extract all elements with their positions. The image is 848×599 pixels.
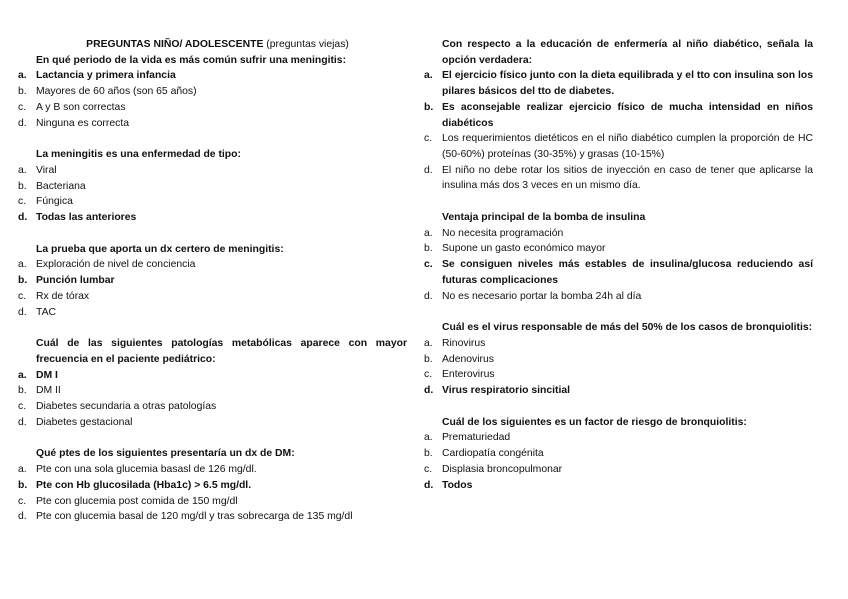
answer-option (424, 352, 813, 368)
option-text: Pte con Hb glucosilada (Hba1c) > 6.5 mg/dl. (36, 479, 252, 491)
option-letter: d. (18, 511, 27, 523)
option-letter: d. (18, 117, 27, 129)
option-text: Displasia broncopulmonar (442, 463, 563, 475)
question-block (424, 37, 813, 194)
option-letter: d. (424, 385, 434, 397)
answer-option (424, 367, 813, 383)
option-letter: b. (424, 243, 433, 255)
answer-option (18, 194, 407, 210)
answer-option (18, 478, 407, 494)
option-text: Es aconsejable realizar ejercicio físico de mucha intensidad en niños diabéticos (442, 101, 813, 129)
question-stem: Ventaja principal de la bomba de insulina (442, 212, 646, 224)
option-letter: a. (424, 227, 433, 239)
left-question-list (18, 53, 407, 525)
option-letter: a. (424, 432, 433, 444)
title-note: (preguntas viejas) (266, 39, 349, 50)
answer-option (424, 462, 813, 478)
answer-option (424, 241, 813, 257)
left-column (18, 37, 407, 525)
option-text: Pte con una sola glucemia basasl de 126 mg/dl. (36, 464, 257, 476)
question-stem: La meningitis es una enfermedad de tipo: (36, 149, 241, 161)
answer-option (18, 163, 407, 179)
option-text: Virus respiratorio sincitial (442, 385, 571, 397)
answer-option (424, 478, 813, 494)
option-letter: d. (424, 479, 434, 491)
question-block (424, 320, 813, 399)
option-letter: a. (18, 259, 27, 271)
title-main: PREGUNTAS NIÑO/ ADOLESCENTE (86, 39, 264, 50)
answer-option (424, 257, 813, 288)
option-text: A y B son correctas (36, 101, 126, 113)
question-block (424, 415, 813, 494)
option-text: Diabetes gestacional (36, 416, 133, 428)
question-block (18, 53, 407, 132)
option-letter: a. (18, 369, 27, 381)
answer-option (18, 100, 407, 116)
option-text: Ninguna es correcta (36, 117, 129, 129)
question-block (18, 242, 407, 321)
option-text: Enterovirus (442, 369, 495, 381)
option-text: Bacteriana (36, 180, 86, 192)
option-letter: b. (424, 353, 433, 365)
option-text: El niño no debe rotar los sitios de inyección en caso de tener que aplicarse la insulina más dos 3 veces en un mismo día. (442, 164, 813, 192)
option-text: TAC (36, 306, 57, 318)
option-text: Prematuriedad (442, 432, 511, 444)
question-block (18, 336, 407, 430)
option-letter: b. (424, 448, 433, 460)
question-block (424, 210, 813, 304)
answer-option (18, 84, 407, 100)
option-text: No es necesario portar la bomba 24h al día (442, 290, 642, 302)
option-letter: a. (18, 70, 27, 82)
answer-option (424, 163, 813, 194)
option-text: El ejercicio físico junto con la dieta equilibrada y el tto con insulina son los pilares básicos del tto de diabetes. (442, 70, 813, 98)
answer-option (424, 68, 813, 99)
option-text: Cardiopatía congénita (442, 448, 544, 460)
answer-option (18, 383, 407, 399)
question-block (18, 147, 407, 226)
option-letter: b. (18, 479, 28, 491)
option-text: Todas las anteriores (36, 212, 137, 224)
question-stem: Qué ptes de los siguientes presentaría un dx de DM: (36, 448, 295, 460)
answer-option (424, 383, 813, 399)
answer-option (424, 336, 813, 352)
option-letter: a. (18, 164, 27, 176)
option-text: Rx de tórax (36, 290, 90, 302)
option-text: Pte con glucemia basal de 120 mg/dl y tras sobrecarga de 135 mg/dl (36, 511, 353, 523)
option-letter: b. (424, 101, 434, 113)
question-stem: La prueba que aporta un dx certero de meningitis: (36, 243, 284, 255)
answer-option (18, 289, 407, 305)
answer-option (18, 273, 407, 289)
right-question-list (424, 37, 813, 493)
option-letter: c. (424, 133, 433, 145)
option-letter: a. (424, 337, 433, 349)
option-letter: c. (424, 259, 433, 271)
option-letter: a. (18, 464, 27, 476)
question-stem: En qué periodo de la vida es más común sufrir una meningitis: (36, 54, 347, 66)
answer-option (18, 399, 407, 415)
option-letter: b. (18, 275, 28, 287)
question-stem: Cuál de los siguientes es un factor de riesgo de bronquiolitis: (442, 416, 747, 428)
option-text: Se consiguen niveles más estables de insulina/glucosa reduciendo así futuras complicaciones (442, 259, 813, 286)
option-text: No necesita programación (442, 227, 564, 239)
answer-option (18, 462, 407, 478)
answer-option (18, 179, 407, 195)
answer-option (18, 368, 407, 384)
option-text: Adenovirus (442, 353, 494, 365)
answer-option (424, 100, 813, 131)
option-text: Rinovirus (442, 337, 486, 349)
right-column (424, 37, 813, 493)
answer-option (18, 509, 407, 525)
option-text: Los requerimientos dietéticos en el niño diabético cumplen la proporción de HC (50-60%) proteínas (30-35%) y grasas (10-15%) (442, 133, 813, 160)
answer-option (18, 210, 407, 226)
question-stem: Cuál de las siguientes patologías metabólicas aparece con mayor frecuencia en el paciente pediátrico: (36, 338, 407, 365)
option-text: Mayores de 60 años (son 65 años) (36, 86, 197, 98)
option-letter: d. (18, 416, 27, 428)
option-letter: d. (18, 212, 28, 224)
question-stem: Cuál es el virus responsable de más del 50% de los casos de bronquiolitis: (442, 322, 813, 334)
option-text: DM I (36, 369, 58, 381)
option-letter: c. (18, 495, 27, 507)
option-text: Viral (36, 164, 57, 176)
option-letter: c. (18, 290, 27, 302)
answer-option (424, 289, 813, 305)
answer-option (18, 68, 407, 84)
answer-option (18, 116, 407, 132)
option-letter: a. (424, 70, 433, 82)
answer-option (424, 226, 813, 242)
option-letter: b. (18, 86, 27, 98)
option-letter: b. (18, 180, 27, 192)
answer-option (424, 131, 813, 162)
answer-option (18, 494, 407, 510)
answer-option (424, 446, 813, 462)
option-letter: d. (424, 290, 433, 302)
option-text: Lactancia y primera infancia (36, 70, 176, 82)
option-text: Punción lumbar (36, 275, 115, 287)
option-letter: c. (424, 369, 433, 381)
option-text: Exploración de nivel de conciencia (36, 259, 196, 271)
answer-option (18, 257, 407, 273)
option-letter: b. (18, 385, 27, 397)
question-block (18, 446, 407, 525)
answer-option (18, 415, 407, 431)
option-text: Pte con glucemia post comida de 150 mg/dl (36, 495, 238, 507)
option-letter: d. (18, 306, 27, 318)
option-text: Diabetes secundaria a otras patologías (36, 401, 217, 413)
option-letter: c. (18, 401, 27, 413)
answer-option (424, 430, 813, 446)
option-text: Supone un gasto económico mayor (442, 243, 606, 255)
page-title (18, 37, 407, 53)
question-stem: Con respecto a la educación de enfermería al niño diabético, señala la opción verdadera: (442, 39, 813, 66)
option-letter: c. (424, 463, 433, 475)
option-text: Todos (442, 479, 473, 491)
option-letter: d. (424, 164, 433, 176)
option-text: DM II (36, 385, 61, 397)
option-text: Fúngica (36, 196, 73, 208)
option-letter: c. (18, 196, 27, 208)
option-letter: c. (18, 101, 27, 113)
answer-option (18, 305, 407, 321)
